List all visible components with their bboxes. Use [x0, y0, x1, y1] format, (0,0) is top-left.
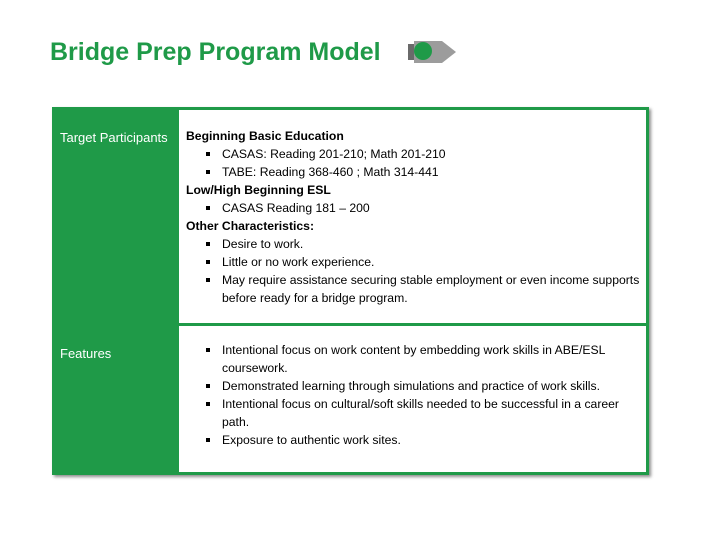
list-item: May require assistance securing stable employment or even income supports before ready for a bridge program. — [186, 271, 646, 307]
list-item: Intentional focus on cultural/soft skills needed to be successful in a career path. — [186, 395, 646, 431]
group-heading: Other Characteristics: — [186, 219, 315, 233]
arrow-logo-icon — [406, 36, 460, 68]
row-label-features: Features — [60, 346, 112, 361]
bullet-square-icon — [206, 438, 210, 442]
target-participants-cell — [179, 110, 646, 323]
bullet-square-icon — [206, 402, 210, 406]
bullet-square-icon — [206, 384, 210, 388]
features-cell — [179, 326, 646, 472]
list-item: CASAS Reading 181 – 200 — [186, 199, 646, 217]
group-heading: Low/High Beginning ESL — [186, 183, 331, 197]
bullet-square-icon — [206, 260, 210, 264]
bullet-square-icon — [206, 278, 210, 282]
list-item: Little or no work experience. — [186, 253, 646, 271]
list-item: Intentional focus on work content by embedding work skills in ABE/ESL coursework. — [186, 341, 646, 377]
group-heading: Beginning Basic Education — [186, 129, 344, 143]
bullet-square-icon — [206, 242, 210, 246]
bullet-square-icon — [206, 206, 210, 210]
page-title: Bridge Prep Program Model — [50, 38, 381, 66]
bullet-square-icon — [206, 348, 210, 352]
list-item: Desire to work. — [186, 235, 646, 253]
bullet-square-icon — [206, 170, 210, 174]
list-item: CASAS: Reading 201-210; Math 201-210 — [186, 145, 646, 163]
list-item: Exposure to authentic work sites. — [186, 431, 646, 449]
list-item: TABE: Reading 368-460 ; Math 314-441 — [186, 163, 646, 181]
row-label-target-participants: Target Participants — [60, 130, 168, 145]
bullet-square-icon — [206, 152, 210, 156]
program-model-table — [52, 107, 649, 475]
list-item: Demonstrated learning through simulations and practice of work skills. — [186, 377, 646, 395]
